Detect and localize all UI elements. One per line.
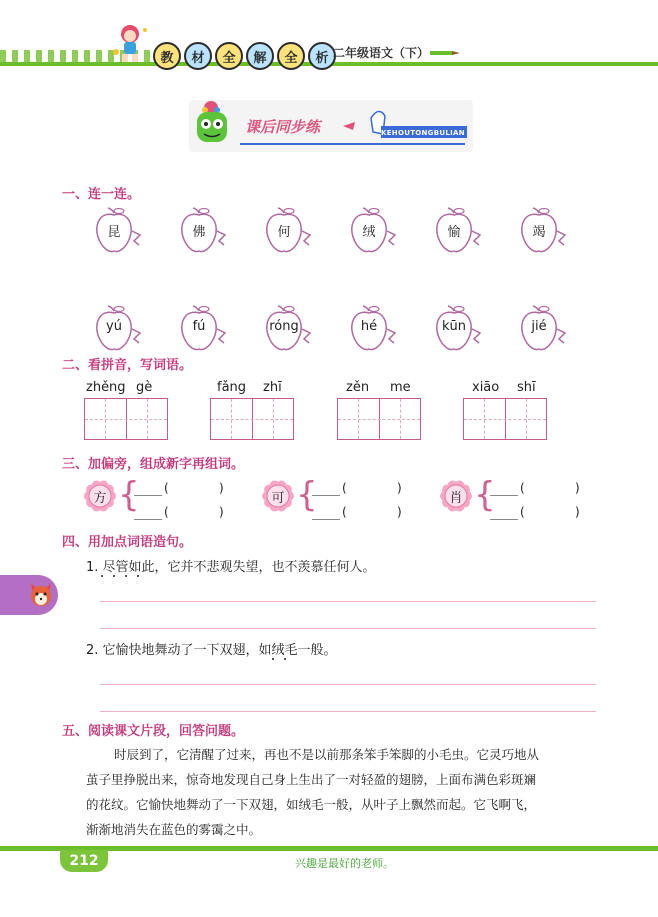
pinyin-syllable: fǎng <box>217 380 247 395</box>
new-char-blank[interactable] <box>312 519 340 520</box>
match-pinyin: kūn <box>441 319 466 334</box>
word-paren-close: ) <box>397 481 402 495</box>
new-char-blank[interactable] <box>490 495 518 496</box>
apple-pinyin-card[interactable] <box>347 305 399 353</box>
apple-pinyin-card[interactable] <box>177 305 229 353</box>
word-paren-open[interactable]: ( <box>342 505 347 519</box>
sentence-2: 2. 它愉快地舞动了一下双翅，如绒毛一般。 <box>86 643 337 658</box>
word-paren-close: ) <box>219 505 224 519</box>
pinyin-syllable: shī <box>517 380 536 395</box>
brace-icon: { <box>296 475 318 515</box>
pencil-icon <box>430 48 460 58</box>
footer-motto: 兴趣是最好的老师。 <box>295 857 394 870</box>
page-header <box>0 0 658 90</box>
word-paren-open[interactable]: ( <box>164 481 169 495</box>
match-pinyin: yú <box>106 319 122 334</box>
pinyin-syllable: gè <box>136 380 153 395</box>
banner-pinyin: KEHOUTONGBULIAN <box>381 129 465 137</box>
pinyin-syllable: zhī <box>263 380 282 395</box>
reading-passage <box>86 742 606 842</box>
match-char: 绒 <box>362 225 376 240</box>
apple-pinyin-card[interactable] <box>92 305 144 353</box>
match-pinyin: hé <box>360 319 378 334</box>
pinyin-syllable: zěn <box>346 380 370 395</box>
radical-char: 方 <box>93 491 107 506</box>
passage-line: 茧子里挣脱出来，惊奇地发现自己身上生出了一对轻盈的翅膀，上面布满色彩斑斓 <box>86 772 537 787</box>
passage-line: 的花纹。它愉快地舞动了一下双翅，如绒毛一般，从叶子上飘然而起。它飞啊飞， <box>86 797 537 812</box>
match-char: 何 <box>277 225 291 240</box>
series-char: 全 <box>277 42 305 70</box>
apple-char-card[interactable] <box>517 207 569 255</box>
word-paren-open[interactable]: ( <box>520 481 525 495</box>
new-char-blank[interactable] <box>134 495 162 496</box>
apple-char-card[interactable] <box>177 207 229 255</box>
brace-icon: { <box>474 475 496 515</box>
section-title-1: 一、连一连。 <box>62 187 141 202</box>
section-title-4: 四、用加点词语造句。 <box>62 535 193 550</box>
emphasis-dot <box>272 658 274 660</box>
emphasis-dot <box>101 575 103 577</box>
word-paren-close: ) <box>219 481 224 495</box>
match-char: 竭 <box>532 225 546 240</box>
writing-grid[interactable] <box>463 398 547 440</box>
banner-title: 课后同步练 <box>245 118 321 136</box>
match-char: 愉 <box>447 225 461 240</box>
writing-grid[interactable] <box>84 398 168 440</box>
apple-char-card[interactable] <box>432 207 484 255</box>
answer-line[interactable] <box>100 684 596 685</box>
writing-grid[interactable] <box>210 398 294 440</box>
pinyin-syllable: xiāo <box>472 380 500 395</box>
radical-flower <box>440 480 472 512</box>
girl-mascot-icon <box>110 22 150 64</box>
word-paren-open[interactable]: ( <box>520 505 525 519</box>
word-paren-open[interactable]: ( <box>164 505 169 519</box>
series-char: 全 <box>215 42 243 70</box>
match-char: 昆 <box>107 225 121 240</box>
radical-flower <box>84 480 116 512</box>
match-char: 佛 <box>192 225 206 240</box>
radical-char: 可 <box>271 491 285 506</box>
apple-char-card[interactable] <box>262 207 314 255</box>
passage-line: 时辰到了，它清醒了过来，再也不是以前那条笨手笨脚的小毛虫。它灵巧地从 <box>114 747 540 762</box>
match-pinyin: fú <box>192 319 206 334</box>
section-title-3: 三、加偏旁，组成新字再组词。 <box>62 457 245 472</box>
answer-line[interactable] <box>100 711 596 712</box>
answer-line[interactable] <box>100 628 596 629</box>
emphasis-dot <box>125 575 127 577</box>
word-paren-close: ) <box>397 505 402 519</box>
series-char: 析 <box>308 42 336 70</box>
series-char: 教 <box>153 42 181 70</box>
radical-flower <box>262 480 294 512</box>
radical-char: 肖 <box>449 491 463 506</box>
brace-icon: { <box>118 475 140 515</box>
series-title <box>153 42 336 70</box>
word-paren-close: ) <box>575 505 580 519</box>
new-char-blank[interactable] <box>490 519 518 520</box>
fox-mascot-icon <box>28 581 54 609</box>
apple-pinyin-card[interactable] <box>262 305 314 353</box>
pinyin-syllable: zhěng <box>86 380 126 395</box>
section-banner <box>185 98 473 154</box>
emphasis-dot <box>137 575 139 577</box>
sentence-1: 1. 尽管如此，它并不悲观失望，也不羡慕任何人。 <box>86 560 376 575</box>
match-pinyin: róng <box>269 319 299 334</box>
new-char-blank[interactable] <box>312 495 340 496</box>
emphasis-dot <box>113 575 115 577</box>
apple-char-card[interactable] <box>347 207 399 255</box>
monster-mascot-icon <box>185 98 473 154</box>
passage-line: 渐渐地消失在蓝色的雾霭之中。 <box>86 822 262 837</box>
pinyin-syllable: me <box>390 380 411 395</box>
new-char-blank[interactable] <box>134 519 162 520</box>
writing-grid[interactable] <box>337 398 421 440</box>
series-char: 解 <box>246 42 274 70</box>
word-paren-close: ) <box>575 481 580 495</box>
series-char: 材 <box>184 42 212 70</box>
section-title-5: 五、阅读课文片段，回答问题。 <box>62 724 245 739</box>
apple-pinyin-card[interactable] <box>517 305 569 353</box>
grade-label: 二年级语文（下） <box>333 46 430 60</box>
apple-char-card[interactable] <box>92 207 144 255</box>
answer-line[interactable] <box>100 601 596 602</box>
match-pinyin: jié <box>531 319 547 334</box>
emphasis-dot <box>284 658 286 660</box>
page-number: 212 <box>60 850 108 872</box>
apple-pinyin-card[interactable] <box>432 305 484 353</box>
section-title-2: 二、看拼音，写词语。 <box>62 358 193 373</box>
word-paren-open[interactable]: ( <box>342 481 347 495</box>
